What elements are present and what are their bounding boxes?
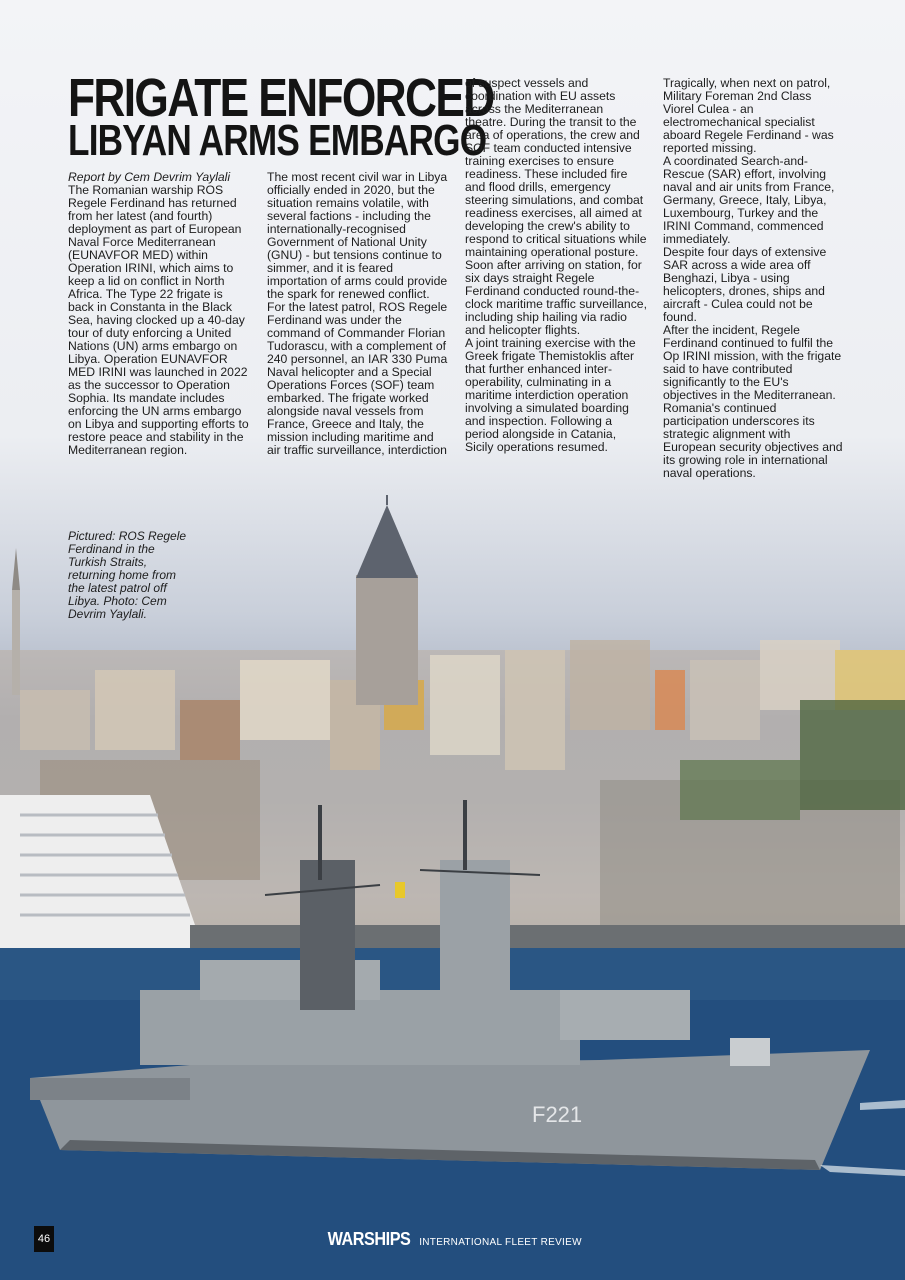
column-1-text: The Romanian warship ROS Regele Ferdinand has returned from her latest (and fourth) deployment as part of European Naval Force Mediterranean (EUNAVFOR MED) within Operation IRINI, which aims to keep a lid on conflict in North Africa. The Type 22 frigate is back in Constanta in the Black Sea, having clocked up a 40-day tour of duty enforcing a United Nations (UN) arms embargo on Libya. Operation EUNAVFOR MED IRINI was launched in 2022 as the successor to Operation Sophia. Its mandate includes enforcing the UN arms embargo on Libya and supporting efforts to restore peace and stability in the Mediterranean region. bbox=[68, 183, 249, 457]
column-4-paragraph-1: Tragically, when next on patrol, Military Foreman 2nd Class Viorel Culea - an electromechanical specialist aboard Regele Ferdinand - was reported missing. bbox=[663, 76, 834, 155]
magazine-subtitle: INTERNATIONAL FLEET REVIEW bbox=[419, 1237, 582, 1248]
photo-caption: Pictured: ROS Regele Ferdinand in the Turkish Straits, returning home from the latest patrol off Libya. Photo: Cem Devrim Yaylali. bbox=[68, 529, 187, 621]
footer bbox=[0, 1229, 905, 1250]
article-column-4 bbox=[663, 77, 845, 480]
waterfront bbox=[190, 925, 905, 950]
minaret bbox=[12, 548, 20, 695]
headline-line-1: FRIGATE ENFORCED bbox=[68, 68, 494, 128]
column-3-paragraph-3: A joint training exercise with the Greek frigate Themistoklis after that further enhanced inter-operability, culminating in a maritime interdiction operation involving a simulated boarding and inspection. Following a period alongside in Catania, Sicily operations resumed. bbox=[465, 336, 636, 454]
column-4-paragraph-3: Despite four days of extensive SAR across a wide area off Benghazi, Libya - using helicopters, drones, ships and aircraft - Culea could not be found. bbox=[663, 245, 827, 324]
column-4-paragraph-2: A coordinated Search-and-Rescue (SAR) effort, involving naval and air units from France, Germany, Greece, Italy, Libya, Luxembourg, Turkey and the IRINI Command, commenced immediately. bbox=[663, 154, 835, 246]
page-number: 46 bbox=[34, 1226, 54, 1252]
article-column-3 bbox=[465, 77, 647, 454]
column-3-paragraph-1: of suspect vessels and coordination with EU assets across the Mediterranean theatre. During the transit to the area of operations, the crew and SOF team conducted intensive training exercises to ensure readiness. These included fire and flood drills, emergency steering simulations, and combat readiness exercises, all aimed at developing the crew's ability to respond to critical situations while maintaining operational posture. bbox=[465, 76, 647, 259]
hull-number: F221 bbox=[532, 1102, 583, 1127]
magazine-name: WARSHIPS bbox=[327, 1229, 411, 1249]
column-4-paragraph-4: After the incident, Regele Ferdinand continued to fulfil the Op IRINI mission, with the frigate said to have contributed significantly to the EU's objectives in the Mediterranean. Romania's continued participation underscores its strategic alignment with European security objectives and its growing role in international naval operations. bbox=[663, 323, 843, 480]
article-column-2 bbox=[267, 171, 449, 457]
article-column-1 bbox=[68, 171, 250, 457]
galata-tower bbox=[356, 495, 418, 705]
headline-line-2: LIBYAN ARMS EMBARGO bbox=[68, 116, 487, 165]
byline: Report by Cem Devrim Yaylali bbox=[68, 170, 231, 184]
column-3-paragraph-2: Soon after arriving on station, for six days straight Regele Ferdinand conducted round-the-clock maritime traffic surveillance, including ship hailing via radio and helicopter flights. bbox=[465, 258, 647, 337]
column-2-paragraph-2: For the latest patrol, ROS Regele Ferdinand was under the command of Commander Florian Tudorascu, with a complement of 240 personnel, an IAR 330 Puma Naval helicopter and a Special Operations Forces (SOF) team embarked. The frigate worked alongside naval vessels from France, Greece and Italy, the mission including maritime and air traffic surveillance, interdiction bbox=[267, 300, 448, 457]
column-2-paragraph-1: The most recent civil war in Libya officially ended in 2020, but the situation remains volatile, with several factions - including the internationally-recognised Government of National Unity (GNU) - but tensions continue to simmer, and it is feared importation of arms could provide the spark for renewed conflict. bbox=[267, 170, 448, 301]
